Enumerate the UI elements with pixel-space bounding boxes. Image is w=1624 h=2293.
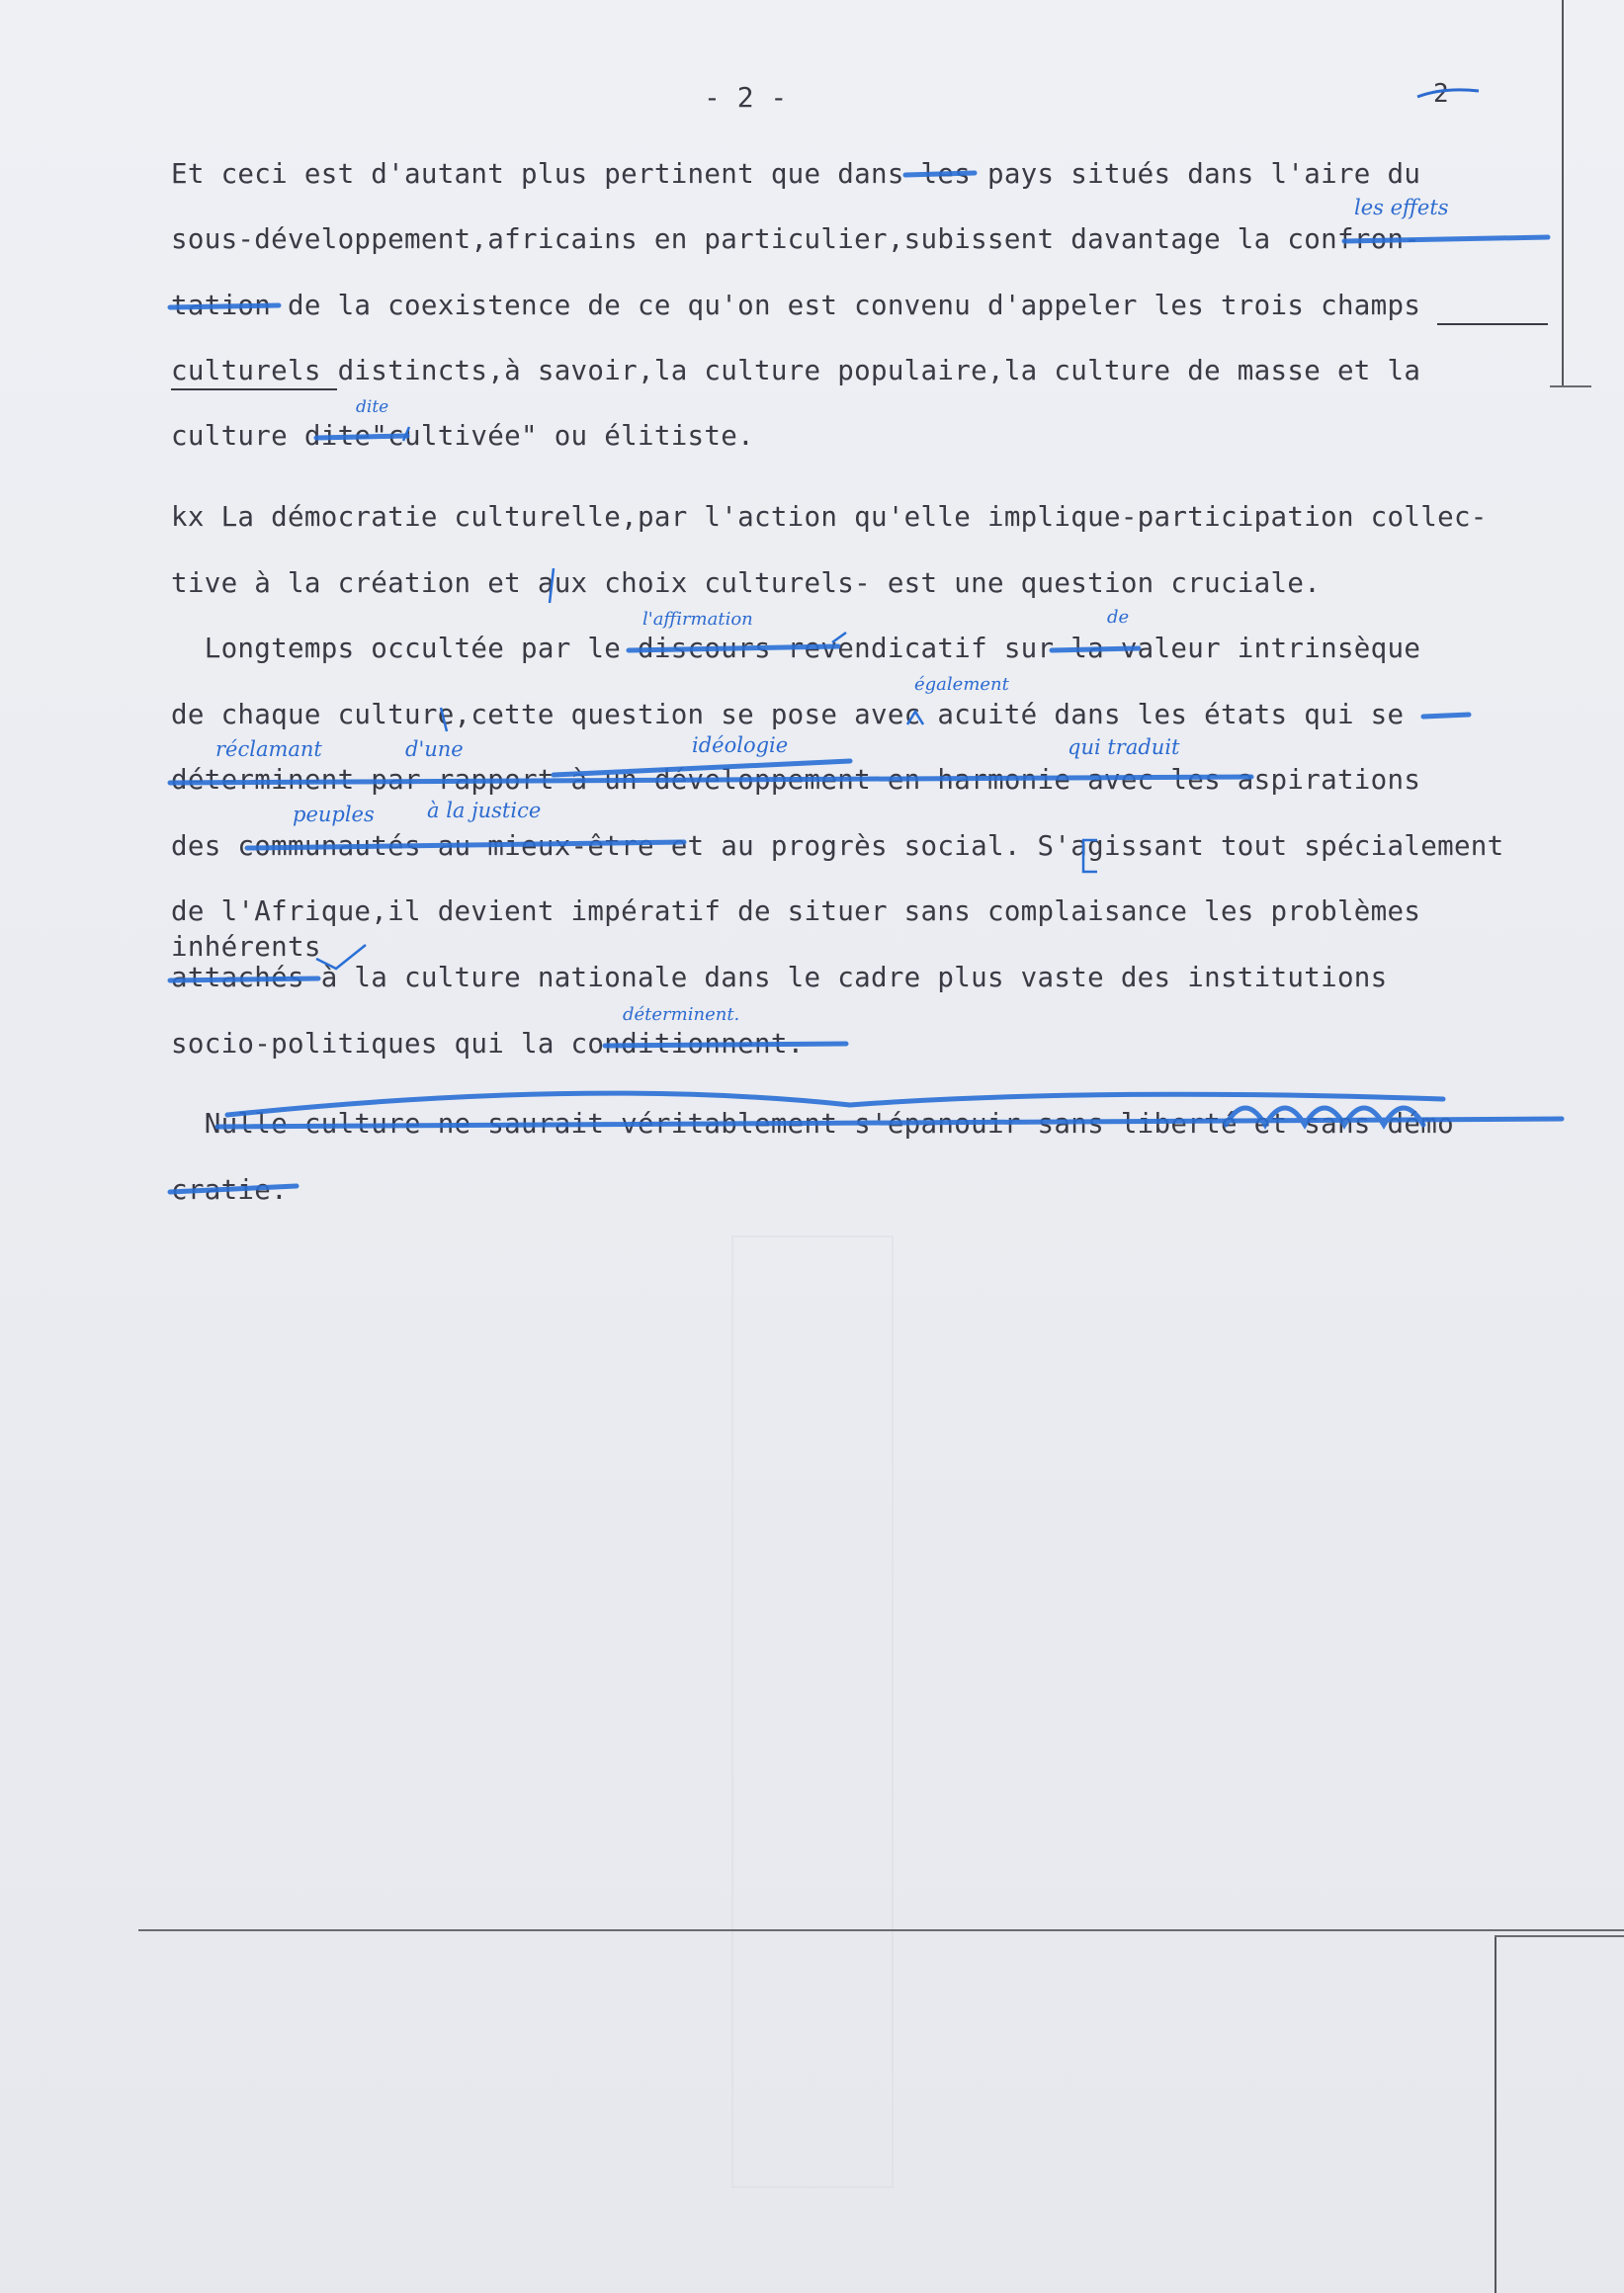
text-line-5: culture dite"cultivée" ou élitiste. xyxy=(171,420,754,452)
text-line-4: culturels distincts,à savoir,la culture populaire,la culture de masse et la xyxy=(171,355,1421,386)
handwritten-determinent: déterminent. xyxy=(623,1004,740,1025)
text-line-11: des communautés au mieux-être et au progrès social. S'agissant tout spécialement xyxy=(171,830,1504,862)
handwritten-reclamant: réclamant xyxy=(215,737,322,761)
text-line-12: de l'Afrique,il devient impératif de situer sans complaisance les problèmes xyxy=(171,895,1421,927)
text-line-6: kx La démocratie culturelle,par l'action qu'elle implique-participation collec- xyxy=(171,501,1488,533)
handwritten-d-une: d'une xyxy=(405,737,464,761)
handwritten-ideologie: idéologie xyxy=(692,733,789,757)
text-line-17: cratie. xyxy=(171,1174,288,1206)
text-line-1: Et ceci est d'autant plus pertinent que dans les pays situés dans l'aire du xyxy=(171,158,1421,190)
handwritten-affirmation: l'affirmation xyxy=(642,609,753,630)
text-line-14: attachés à la culture nationale dans le cadre plus vaste des institutions xyxy=(171,962,1388,993)
handwritten-qui-traduit: qui traduit xyxy=(1068,735,1180,759)
bottom-corner-rule xyxy=(1495,1935,1496,2293)
text-line-13: inhérents xyxy=(171,931,321,963)
handwritten-peuples: peuples xyxy=(293,803,375,826)
handwritten-egalement: également xyxy=(914,674,1009,695)
bottom-rule xyxy=(138,1929,1624,1931)
text-line-7: tive à la création et aux choix culturels- est une question cruciale. xyxy=(171,567,1322,599)
text-line-2: sous-développement,africains en particulier,subissent davantage la confron- xyxy=(171,223,1421,255)
handwritten-les-effets: les effets xyxy=(1354,196,1449,219)
text-line-15: socio-politiques qui la conditionnent. xyxy=(171,1028,805,1060)
handwritten-a-la-justice: à la justice xyxy=(427,799,542,822)
text-line-3: tation de la coexistence de ce qu'on est convenu d'appeler les trois champs xyxy=(171,290,1421,321)
bottom-corner-rule-top xyxy=(1495,1935,1624,1937)
text-line-9: de chaque culture,cette question se pose avec acuité dans les états qui se xyxy=(171,699,1405,730)
page-number: - 2 - xyxy=(704,81,788,114)
text-line-10: déterminent par rapport à un développement en harmonie avec les aspirations xyxy=(171,764,1421,796)
corner-page-number: 2 xyxy=(1433,79,1449,109)
text-line-8: Longtemps occultée par le discours revendicatif sur la valeur intrinsèque xyxy=(171,633,1421,664)
text-line-16: Nulle culture ne saurait véritablement s'épanouir sans liberté et sans démo xyxy=(171,1108,1454,1140)
show-through-watermark xyxy=(731,1235,894,2188)
handwritten-de: de xyxy=(1107,607,1130,628)
handwritten-dite: dite xyxy=(356,397,389,417)
